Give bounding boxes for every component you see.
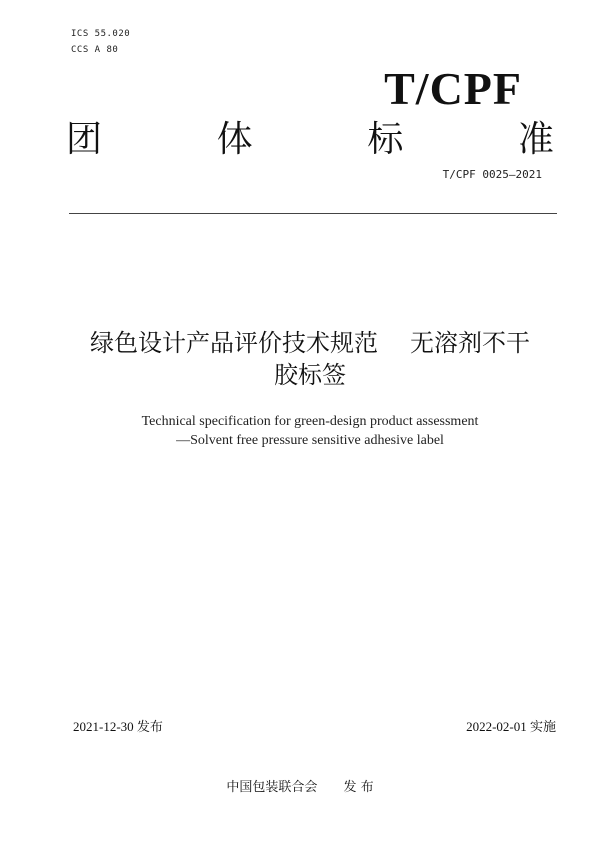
title-english-line1: Technical specification for green-design product assessment	[141, 414, 479, 429]
title-chinese-line1	[60, 327, 560, 359]
brand-logo-text: T/CPF	[384, 63, 522, 114]
ccs-code: CCS A 80	[71, 45, 119, 55]
publisher-action: 发 布	[343, 780, 374, 795]
issue-date: 2021-12-30 发布	[73, 719, 163, 734]
title-english-line2: —Solvent free pressure sensitive adhesive label	[176, 433, 444, 448]
title-english	[60, 412, 560, 450]
publisher-org: 中国包装联合会	[226, 780, 318, 795]
standard-type-char: 标	[367, 119, 404, 160]
standard-type-char: 团	[66, 119, 103, 160]
ics-code: ICS 55.020	[71, 29, 131, 39]
standard-type-char: 准	[517, 119, 554, 160]
standard-type-char: 体	[216, 119, 253, 160]
title-chinese-sub: 无溶剂不干	[410, 329, 530, 357]
standard-number: T/CPF 0025—2021	[442, 168, 542, 181]
title-chinese-main: 绿色设计产品评价技术规范	[90, 329, 378, 357]
header-divider	[69, 213, 557, 214]
publisher-line	[0, 776, 600, 795]
title-chinese	[60, 327, 560, 391]
title-chinese-line2: 胶标签	[274, 361, 346, 389]
standard-type	[66, 120, 554, 160]
implementation-date: 2022-02-01 实施	[466, 719, 556, 734]
